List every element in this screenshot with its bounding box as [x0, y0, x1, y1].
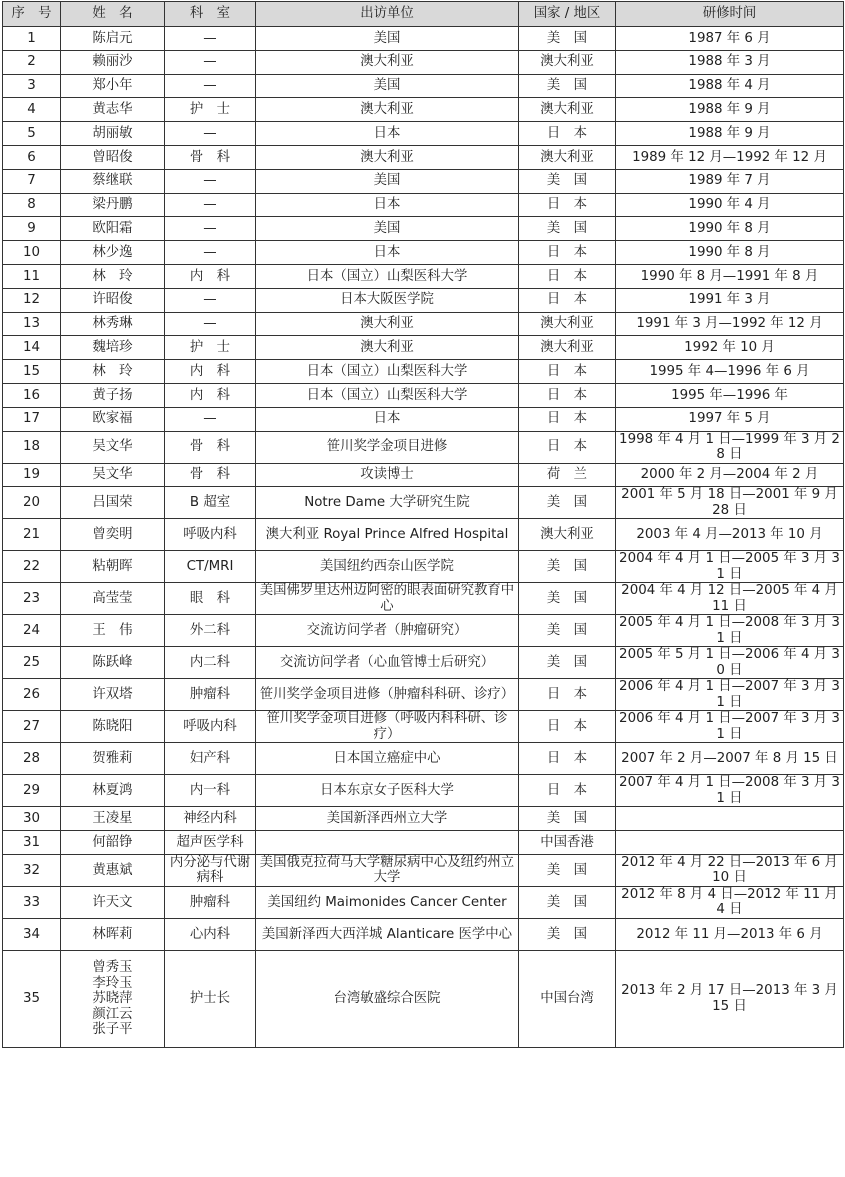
name-cell: 林 玲 — [61, 264, 165, 288]
institution-cell — [256, 831, 519, 855]
table-row — [3, 383, 844, 407]
name-cell: 曾昭俊 — [61, 145, 165, 169]
institution-cell: 台湾敏盛综合医院 — [256, 950, 519, 1047]
period-cell: 2005 年 5 月 1 日—2006 年 4 月 30 日 — [616, 647, 844, 679]
index-cell: 27 — [3, 711, 61, 743]
institution-cell: 美国 — [256, 74, 519, 98]
period-cell: 2003 年 4 月—2013 年 10 月 — [616, 519, 844, 551]
table-row — [3, 807, 844, 831]
period-cell: 1991 年 3 月—1992 年 12 月 — [616, 312, 844, 336]
period-cell: 1990 年 8 月—1991 年 8 月 — [616, 264, 844, 288]
institution-cell: 美国佛罗里达州迈阿密的眼表面研究教育中心 — [256, 583, 519, 615]
department-cell: 护 士 — [165, 98, 256, 122]
country-cell: 日 本 — [519, 122, 616, 146]
department-cell: 眼 科 — [165, 583, 256, 615]
table-row — [3, 336, 844, 360]
index-cell: 19 — [3, 463, 61, 487]
table-row — [3, 145, 844, 169]
country-cell: 日 本 — [519, 679, 616, 711]
institution-cell: 日本 — [256, 193, 519, 217]
country-cell: 澳大利亚 — [519, 98, 616, 122]
department-cell: 内 科 — [165, 360, 256, 384]
institution-cell: 澳大利亚 — [256, 50, 519, 74]
country-cell: 美 国 — [519, 217, 616, 241]
table-row — [3, 519, 844, 551]
name-cell: 魏培珍 — [61, 336, 165, 360]
period-cell: 2012 年 11 月—2013 年 6 月 — [616, 918, 844, 950]
index-cell: 2 — [3, 50, 61, 74]
period-cell: 1990 年 8 月 — [616, 217, 844, 241]
country-cell: 美 国 — [519, 615, 616, 647]
country-cell: 美 国 — [519, 74, 616, 98]
institution-cell: 笹川奖学金项目进修（肿瘤科科研、诊疗） — [256, 679, 519, 711]
department-cell: 内 科 — [165, 383, 256, 407]
name-cell: 吴文华 — [61, 463, 165, 487]
country-cell: 日 本 — [519, 241, 616, 265]
country-cell: 日 本 — [519, 407, 616, 431]
table-row — [3, 551, 844, 583]
department-cell: CT/MRI — [165, 551, 256, 583]
header-name: 姓 名 — [61, 2, 165, 27]
department-cell: 骨 科 — [165, 431, 256, 463]
department-cell: 内一科 — [165, 775, 256, 807]
period-cell: 2007 年 2 月—2007 年 8 月 15 日 — [616, 743, 844, 775]
index-cell: 16 — [3, 383, 61, 407]
table-row — [3, 169, 844, 193]
name-cell: 曾秀玉 李玲玉 苏晓萍 颜江云 张子平 — [61, 950, 165, 1047]
index-cell: 23 — [3, 583, 61, 615]
name-cell: 黄子扬 — [61, 383, 165, 407]
name-cell: 胡丽敏 — [61, 122, 165, 146]
name-cell: 吴文华 — [61, 431, 165, 463]
country-cell: 日 本 — [519, 193, 616, 217]
index-cell: 18 — [3, 431, 61, 463]
department-cell: 肿瘤科 — [165, 679, 256, 711]
institution-cell: 美国 — [256, 217, 519, 241]
department-cell: — — [165, 217, 256, 241]
institution-cell: 澳大利亚 — [256, 145, 519, 169]
name-cell: 林晖莉 — [61, 918, 165, 950]
institution-cell: 笹川奖学金项目进修（呼吸内科科研、诊疗） — [256, 711, 519, 743]
index-cell: 20 — [3, 487, 61, 519]
institution-cell: 笹川奖学金项目进修 — [256, 431, 519, 463]
table-row — [3, 950, 844, 1047]
name-cell: 黄惠斌 — [61, 854, 165, 886]
institution-cell: 美国纽约西奈山医学院 — [256, 551, 519, 583]
institution-cell: 日本 — [256, 241, 519, 265]
country-cell: 美 国 — [519, 27, 616, 51]
department-cell: — — [165, 122, 256, 146]
name-cell: 许天文 — [61, 886, 165, 918]
table-row — [3, 918, 844, 950]
institution-cell: 日本（国立）山梨医科大学 — [256, 383, 519, 407]
index-cell: 31 — [3, 831, 61, 855]
department-cell: 骨 科 — [165, 463, 256, 487]
name-cell: 赖丽沙 — [61, 50, 165, 74]
department-cell: 妇产科 — [165, 743, 256, 775]
name-cell: 陈启元 — [61, 27, 165, 51]
institution-cell: 日本 — [256, 122, 519, 146]
name-cell: 许双塔 — [61, 679, 165, 711]
department-cell: — — [165, 407, 256, 431]
overseas-training-table — [2, 1, 844, 1048]
table-row — [3, 886, 844, 918]
department-cell: 护士长 — [165, 950, 256, 1047]
country-cell: 美 国 — [519, 807, 616, 831]
institution-cell: 澳大利亚 Royal Prince Alfred Hospital — [256, 519, 519, 551]
period-cell: 2007 年 4 月 1 日—2008 年 3 月 31 日 — [616, 775, 844, 807]
name-cell: 蔡继联 — [61, 169, 165, 193]
name-cell: 何韶铮 — [61, 831, 165, 855]
table-row — [3, 775, 844, 807]
country-cell: 日 本 — [519, 775, 616, 807]
country-cell: 日 本 — [519, 360, 616, 384]
table-row — [3, 312, 844, 336]
period-cell: 1989 年 7 月 — [616, 169, 844, 193]
index-cell: 32 — [3, 854, 61, 886]
period-cell: 1988 年 3 月 — [616, 50, 844, 74]
country-cell: 澳大利亚 — [519, 312, 616, 336]
institution-cell: 日本 — [256, 407, 519, 431]
table-body — [3, 27, 844, 1048]
table-row — [3, 583, 844, 615]
department-cell: 超声医学科 — [165, 831, 256, 855]
name-cell: 林 玲 — [61, 360, 165, 384]
institution-cell: 美国新泽西州立大学 — [256, 807, 519, 831]
country-cell: 美 国 — [519, 169, 616, 193]
index-cell: 17 — [3, 407, 61, 431]
institution-cell: 日本国立癌症中心 — [256, 743, 519, 775]
index-cell: 30 — [3, 807, 61, 831]
country-cell: 澳大利亚 — [519, 50, 616, 74]
country-cell: 美 国 — [519, 647, 616, 679]
country-cell: 美 国 — [519, 583, 616, 615]
header-department: 科 室 — [165, 2, 256, 27]
index-cell: 29 — [3, 775, 61, 807]
table-row — [3, 854, 844, 886]
name-cell: 曾奕明 — [61, 519, 165, 551]
name-cell: 欧阳霜 — [61, 217, 165, 241]
country-cell: 日 本 — [519, 288, 616, 312]
department-cell: 神经内科 — [165, 807, 256, 831]
period-cell: 2001 年 5 月 18 日—2001 年 9 月 28 日 — [616, 487, 844, 519]
table-row — [3, 647, 844, 679]
institution-cell: 日本（国立）山梨医科大学 — [256, 360, 519, 384]
department-cell: — — [165, 241, 256, 265]
name-cell: 林秀琳 — [61, 312, 165, 336]
name-cell: 许昭俊 — [61, 288, 165, 312]
period-cell: 1992 年 10 月 — [616, 336, 844, 360]
country-cell: 日 本 — [519, 743, 616, 775]
institution-cell: 澳大利亚 — [256, 312, 519, 336]
department-cell: — — [165, 288, 256, 312]
name-cell: 梁丹鹏 — [61, 193, 165, 217]
name-cell: 粘朝晖 — [61, 551, 165, 583]
index-cell: 28 — [3, 743, 61, 775]
table-row — [3, 50, 844, 74]
period-cell: 2006 年 4 月 1 日—2007 年 3 月 31 日 — [616, 679, 844, 711]
country-cell: 日 本 — [519, 431, 616, 463]
table-row — [3, 288, 844, 312]
table-row — [3, 615, 844, 647]
period-cell: 1988 年 9 月 — [616, 98, 844, 122]
period-cell: 2006 年 4 月 1 日—2007 年 3 月 31 日 — [616, 711, 844, 743]
index-cell: 14 — [3, 336, 61, 360]
period-cell: 1990 年 4 月 — [616, 193, 844, 217]
index-cell: 12 — [3, 288, 61, 312]
index-cell: 5 — [3, 122, 61, 146]
name-cell: 欧家福 — [61, 407, 165, 431]
country-cell: 日 本 — [519, 711, 616, 743]
table-row — [3, 193, 844, 217]
country-cell: 澳大利亚 — [519, 145, 616, 169]
country-cell: 中国台湾 — [519, 950, 616, 1047]
header-index: 序 号 — [3, 2, 61, 27]
period-cell: 2004 年 4 月 12 日—2005 年 4 月 11 日 — [616, 583, 844, 615]
table-header — [3, 2, 844, 27]
table-row — [3, 264, 844, 288]
department-cell: B 超室 — [165, 487, 256, 519]
institution-cell: Notre Dame 大学研究生院 — [256, 487, 519, 519]
country-cell: 荷 兰 — [519, 463, 616, 487]
institution-cell: 日本东京女子医科大学 — [256, 775, 519, 807]
institution-cell: 日本大阪医学院 — [256, 288, 519, 312]
department-cell: 呼吸内科 — [165, 519, 256, 551]
institution-cell: 美国 — [256, 27, 519, 51]
period-cell: 1987 年 6 月 — [616, 27, 844, 51]
department-cell: 心内科 — [165, 918, 256, 950]
header-row — [3, 2, 844, 27]
country-cell: 澳大利亚 — [519, 336, 616, 360]
table-row — [3, 487, 844, 519]
institution-cell: 澳大利亚 — [256, 336, 519, 360]
department-cell: 护 士 — [165, 336, 256, 360]
country-cell: 美 国 — [519, 886, 616, 918]
table-row — [3, 360, 844, 384]
institution-cell: 美国 — [256, 169, 519, 193]
index-cell: 7 — [3, 169, 61, 193]
period-cell — [616, 831, 844, 855]
period-cell: 1997 年 5 月 — [616, 407, 844, 431]
index-cell: 25 — [3, 647, 61, 679]
period-cell: 2005 年 4 月 1 日—2008 年 3 月 31 日 — [616, 615, 844, 647]
period-cell: 1991 年 3 月 — [616, 288, 844, 312]
name-cell: 黄志华 — [61, 98, 165, 122]
index-cell: 22 — [3, 551, 61, 583]
period-cell: 1988 年 9 月 — [616, 122, 844, 146]
index-cell: 26 — [3, 679, 61, 711]
name-cell: 贺雅莉 — [61, 743, 165, 775]
department-cell: — — [165, 74, 256, 98]
period-cell: 2000 年 2 月—2004 年 2 月 — [616, 463, 844, 487]
index-cell: 8 — [3, 193, 61, 217]
period-cell: 2004 年 4 月 1 日—2005 年 3 月 31 日 — [616, 551, 844, 583]
table-row — [3, 463, 844, 487]
country-cell: 美 国 — [519, 918, 616, 950]
index-cell: 11 — [3, 264, 61, 288]
table-row — [3, 831, 844, 855]
header-training-period: 研修时间 — [616, 2, 844, 27]
period-cell: 1995 年—1996 年 — [616, 383, 844, 407]
institution-cell: 美国俄克拉荷马大学糖尿病中心及纽约州立大学 — [256, 854, 519, 886]
index-cell: 10 — [3, 241, 61, 265]
department-cell: 外二科 — [165, 615, 256, 647]
institution-cell: 澳大利亚 — [256, 98, 519, 122]
table-row — [3, 711, 844, 743]
index-cell: 24 — [3, 615, 61, 647]
table-row — [3, 27, 844, 51]
department-cell: 呼吸内科 — [165, 711, 256, 743]
country-cell: 日 本 — [519, 264, 616, 288]
institution-cell: 交流访问学者（心血管博士后研究） — [256, 647, 519, 679]
index-cell: 9 — [3, 217, 61, 241]
name-cell: 吕国荣 — [61, 487, 165, 519]
index-cell: 13 — [3, 312, 61, 336]
header-host-institution: 出访单位 — [256, 2, 519, 27]
table-row — [3, 431, 844, 463]
period-cell: 1988 年 4 月 — [616, 74, 844, 98]
department-cell: — — [165, 50, 256, 74]
country-cell: 美 国 — [519, 487, 616, 519]
department-cell: — — [165, 169, 256, 193]
index-cell: 35 — [3, 950, 61, 1047]
country-cell: 美 国 — [519, 854, 616, 886]
index-cell: 21 — [3, 519, 61, 551]
institution-cell: 日本（国立）山梨医科大学 — [256, 264, 519, 288]
department-cell: 内二科 — [165, 647, 256, 679]
institution-cell: 美国新泽西大西洋城 Alanticare 医学中心 — [256, 918, 519, 950]
period-cell: 1990 年 8 月 — [616, 241, 844, 265]
table-row — [3, 217, 844, 241]
country-cell: 澳大利亚 — [519, 519, 616, 551]
period-cell: 2012 年 4 月 22 日—2013 年 6 月 10 日 — [616, 854, 844, 886]
index-cell: 15 — [3, 360, 61, 384]
country-cell: 日 本 — [519, 383, 616, 407]
name-cell: 林少逸 — [61, 241, 165, 265]
institution-cell: 攻读博士 — [256, 463, 519, 487]
table-row — [3, 743, 844, 775]
name-cell: 王凌星 — [61, 807, 165, 831]
name-cell: 王 伟 — [61, 615, 165, 647]
department-cell: — — [165, 27, 256, 51]
index-cell: 34 — [3, 918, 61, 950]
department-cell: 内 科 — [165, 264, 256, 288]
index-cell: 33 — [3, 886, 61, 918]
index-cell: 4 — [3, 98, 61, 122]
index-cell: 1 — [3, 27, 61, 51]
table-row — [3, 74, 844, 98]
table-row — [3, 98, 844, 122]
period-cell: 2013 年 2 月 17 日—2013 年 3 月 15 日 — [616, 950, 844, 1047]
name-cell: 高莹莹 — [61, 583, 165, 615]
name-cell: 林夏鸿 — [61, 775, 165, 807]
period-cell: 1989 年 12 月—1992 年 12 月 — [616, 145, 844, 169]
period-cell — [616, 807, 844, 831]
index-cell: 3 — [3, 74, 61, 98]
header-country-region: 国家 / 地区 — [519, 2, 616, 27]
country-cell: 中国香港 — [519, 831, 616, 855]
institution-cell: 美国纽约 Maimonides Cancer Center — [256, 886, 519, 918]
name-cell: 郑小年 — [61, 74, 165, 98]
table-row — [3, 407, 844, 431]
index-cell: 6 — [3, 145, 61, 169]
department-cell: — — [165, 193, 256, 217]
department-cell: 肿瘤科 — [165, 886, 256, 918]
department-cell: 骨 科 — [165, 145, 256, 169]
period-cell: 1998 年 4 月 1 日—1999 年 3 月 28 日 — [616, 431, 844, 463]
name-cell: 陈跃峰 — [61, 647, 165, 679]
period-cell: 1995 年 4—1996 年 6 月 — [616, 360, 844, 384]
department-cell: — — [165, 312, 256, 336]
name-cell: 陈晓阳 — [61, 711, 165, 743]
country-cell: 美 国 — [519, 551, 616, 583]
table-row — [3, 679, 844, 711]
table-row — [3, 241, 844, 265]
institution-cell: 交流访问学者（肿瘤研究） — [256, 615, 519, 647]
table-row — [3, 122, 844, 146]
period-cell: 2012 年 8 月 4 日—2012 年 11 月 4 日 — [616, 886, 844, 918]
department-cell: 内分泌与代谢病科 — [165, 854, 256, 886]
